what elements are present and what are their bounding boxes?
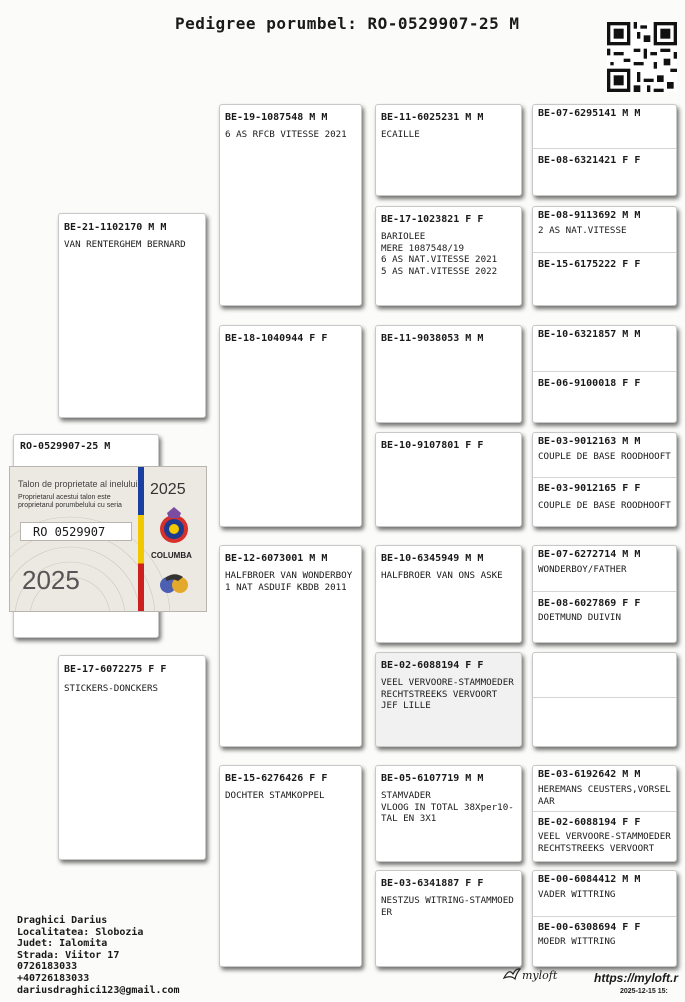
- grandparent-ring: BE-12-6073001 M M: [225, 553, 328, 564]
- pair-divider: [533, 252, 676, 253]
- talon-text: Proprietarul acestui talon este proprietarul porumbelului cu seria: [18, 494, 122, 509]
- ancestor-ring: BE-02-6088194 F F: [538, 817, 641, 828]
- owner-email: dariusdraghici123@gmail.com: [17, 984, 180, 996]
- ancestor-ring: BE-03-6192642 M M: [538, 769, 641, 780]
- ancestor-pair-card: [532, 652, 677, 747]
- ancestor-ring: BE-03-9012165 F F: [538, 483, 641, 494]
- ancestor-pair-card: [532, 545, 677, 643]
- ancestor-ring: BE-03-9012163 M M: [538, 436, 641, 447]
- ancestor-pair-card: [532, 432, 677, 527]
- ancestor-info: VADER WITTRING: [538, 889, 616, 900]
- talon-heading: Talon de proprietate al inelului: [18, 479, 138, 489]
- ancestor-info: DOETMUND DUIVIN: [538, 612, 621, 623]
- ancestor-info: VEEL VERVOORE-STAMMOEDER RECHTSTREEKS VERVOORT: [538, 831, 671, 854]
- talon-year-bottom: 2025: [22, 565, 80, 595]
- ownership-talon: [9, 466, 207, 612]
- owner-phone-intl: +40726183033: [17, 972, 90, 984]
- ancestor-ring: BE-00-6084412 M M: [538, 874, 641, 885]
- ancestor-pair-card: [532, 325, 677, 423]
- myloft-logo: myloft: [522, 969, 558, 982]
- page-title: Pedigree porumbel: RO-0529907-25 M: [175, 14, 520, 33]
- ancestor-ring: BE-07-6272714 M M: [538, 549, 641, 560]
- ancestor-ring: BE-15-6175222 F F: [538, 259, 641, 270]
- owner-street: Strada: Viitor 17: [17, 949, 120, 961]
- ancestor-info: HEREMANS CEUSTERS,VORSEL AAR: [538, 784, 671, 807]
- footer-date: 2025-12-15 15:: [620, 988, 668, 995]
- owner-county: Judet: Ialomita: [17, 938, 108, 950]
- great-grandparent-info: BARIOLEE MERE 1087548/19 6 AS NAT.VITESSE 2021 5 AS NAT.VITESSE 2022: [381, 231, 498, 277]
- great-grandparent-ring: BE-11-9038053 M M: [381, 333, 484, 344]
- grandparent-card: [219, 545, 362, 747]
- great-grandparent-ring: BE-17-1023821 F F: [381, 214, 484, 225]
- talon-brand: COLUMBA: [151, 551, 192, 560]
- great-grandparent-info: ECAILLE: [381, 129, 420, 140]
- owner-name: Draghici Darius: [17, 915, 108, 926]
- great-grandparent-card: [375, 325, 522, 423]
- pair-divider: [533, 477, 676, 478]
- great-grandparent-info: HALFBROER VAN ONS ASKE: [381, 570, 503, 581]
- great-grandparent-ring: BE-10-9107801 F F: [381, 440, 484, 451]
- pair-divider: [533, 697, 676, 698]
- talon-year-top: 2025: [150, 481, 186, 498]
- great-grandparent-card: [375, 765, 522, 862]
- great-grandparent-ring: BE-03-6341887 F F: [381, 878, 484, 889]
- dam-card: [58, 655, 206, 860]
- ancestor-info: MOEDR WITTRING: [538, 936, 616, 947]
- great-grandparent-card: [375, 206, 522, 306]
- great-grandparent-info: STAMVADER VLOOG IN TOTAL 38Xper10- TAL EN 3X1: [381, 790, 514, 824]
- grandparent-info: HALFBROER VAN WONDERBOY 1 NAT ASDUIF KBDB 2011: [225, 570, 353, 593]
- grandparent-info: 6 AS RFCB VITESSE 2021: [225, 129, 347, 140]
- ancestor-info: WONDERBOY/FATHER: [538, 564, 627, 575]
- ancestor-ring: BE-08-9113692 M M: [538, 210, 641, 221]
- ancestor-pair-card: [532, 870, 677, 967]
- sire-ring: BE-21-1102170 M M: [64, 222, 167, 233]
- ancestor-info: COUPLE DE BASE ROODHOOFT: [538, 500, 671, 511]
- qr-code: [607, 22, 677, 92]
- grandparent-ring: BE-19-1087548 M M: [225, 112, 328, 123]
- great-grandparent-ring: BE-10-6345949 M M: [381, 553, 484, 564]
- ancestor-ring: BE-08-6027869 F F: [538, 598, 641, 609]
- ancestor-ring: BE-06-9100018 F F: [538, 378, 641, 389]
- great-grandparent-ring: BE-11-6025231 M M: [381, 112, 484, 123]
- grandparent-card: [219, 765, 362, 967]
- subject-ring: RO-0529907-25 M: [20, 441, 111, 452]
- great-grandparent-card: [375, 104, 522, 196]
- pair-divider: [533, 591, 676, 592]
- great-grandparent-ring: BE-02-6088194 F F: [381, 660, 484, 671]
- talon-ring-field: RO 0529907: [20, 522, 132, 541]
- great-grandparent-ring: BE-05-6107719 M M: [381, 773, 484, 784]
- great-grandparent-card: [375, 652, 522, 747]
- dam-info: STICKERS-DONCKERS: [64, 683, 159, 694]
- ancestor-pair-card: [532, 104, 677, 196]
- ancestor-pair-card: [532, 765, 677, 862]
- ancestor-info: 2 AS NAT.VITESSE: [538, 225, 627, 236]
- grandparent-ring: BE-18-1040944 F F: [225, 333, 328, 344]
- grandparent-ring: BE-15-6276426 F F: [225, 773, 328, 784]
- footer-url[interactable]: https://myloft.r: [594, 971, 678, 985]
- great-grandparent-card: [375, 545, 522, 643]
- pigeon-emblem-icon: [159, 569, 189, 595]
- dam-ring: BE-17-6072275 F F: [64, 664, 167, 675]
- owner-locality: Localitatea: Slobozia: [17, 926, 144, 938]
- pair-divider: [533, 916, 676, 917]
- great-grandparent-card: [375, 870, 522, 967]
- ancestor-ring: BE-10-6321857 M M: [538, 329, 641, 340]
- pair-divider: [533, 371, 676, 372]
- great-grandparent-info: VEEL VERVOORE-STAMMOEDER RECHTSTREEKS VERVOORT JEF LILLE: [381, 677, 514, 711]
- ancestor-info: COUPLE DE BASE ROODHOOFT: [538, 451, 671, 462]
- sire-card: [58, 213, 206, 418]
- ancestor-pair-card: [532, 206, 677, 306]
- owner-details: [17, 915, 180, 996]
- owner-phone: 0726183033: [17, 961, 78, 973]
- grandparent-info: DOCHTER STAMKOPPEL: [225, 790, 325, 801]
- grandparent-card: [219, 104, 362, 306]
- ancestor-ring: BE-07-6295141 M M: [538, 108, 641, 119]
- myloft-bird-icon: [503, 966, 521, 982]
- grandparent-card: [219, 325, 362, 527]
- great-grandparent-info: NESTZUS WITRING-STAMMOED ER: [381, 895, 514, 918]
- pair-divider: [533, 811, 676, 812]
- pair-divider: [533, 148, 676, 149]
- sire-info: VAN RENTERGHEM BERNARD: [64, 239, 186, 250]
- columba-logo-icon: [157, 505, 191, 549]
- ancestor-ring: BE-00-6308694 F F: [538, 922, 641, 933]
- flag-band: [138, 467, 144, 612]
- ancestor-ring: BE-08-6321421 F F: [538, 155, 641, 166]
- great-grandparent-card: [375, 432, 522, 527]
